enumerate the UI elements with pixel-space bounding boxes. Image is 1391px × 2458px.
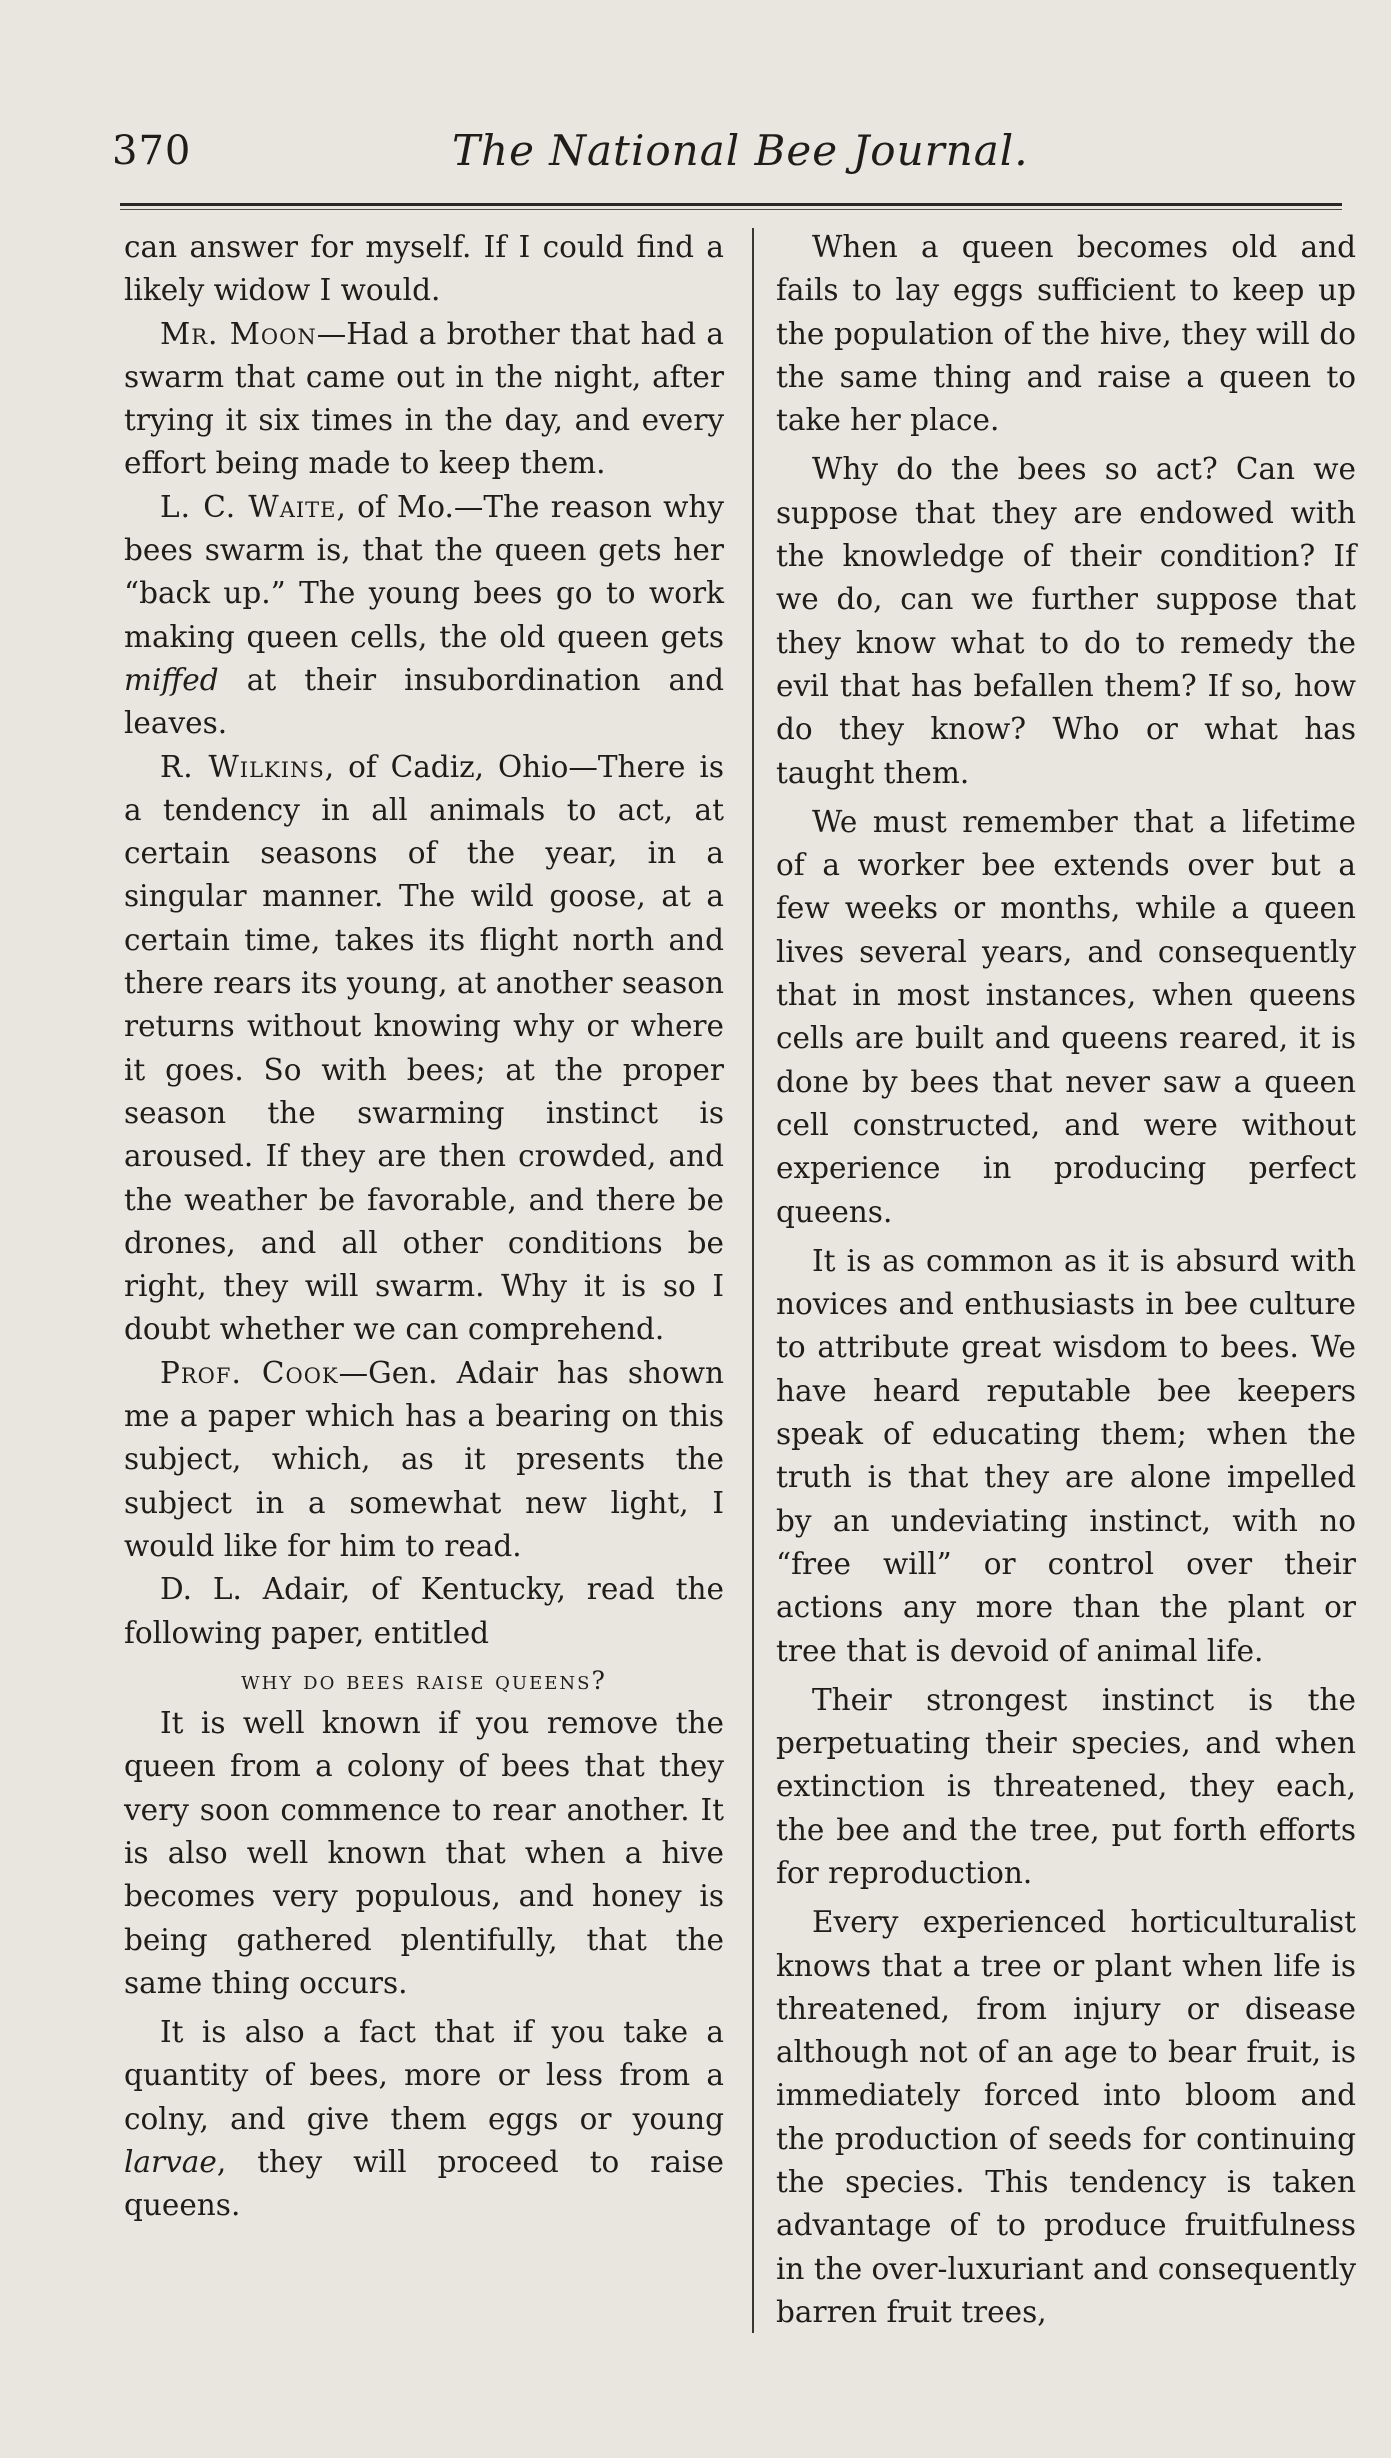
paragraph: can answer for myself. If I could find a likely widow I would. xyxy=(124,230,724,308)
speaker-name: R. Wilkins xyxy=(160,749,325,784)
paragraph: We must remember that a lifetime of a worker bee extends over but a few weeks or months, while a queen lives several years, and consequently that in most instances, when queens cells are built and queens reared, it is done by bees that never saw a queen cell constructed, and were without experience in producing perfect queens. xyxy=(776,804,1356,1229)
page-number: 370 xyxy=(112,128,192,174)
paragraph-waite: L. C. Waite, of Mo.—The reason why bees swarm is, that the queen gets her “back up.” The young bees go to work making queen cells, the old queen gets miffed at their insubordination and leaves. xyxy=(124,489,724,741)
column-divider xyxy=(752,228,754,2333)
paper-title: why do bees raise queens? xyxy=(241,1665,607,1695)
paragraph-wilkins: R. Wilkins, of Cadiz, Ohio—There is a tendency in all animals to act, at certain seasons of the year, in a singular manner. The wild goose, at a certain time, takes its flight north and there rears its young, at another season returns without knowing why or where it goes. So with bees; at the proper season the swarming instinct is aroused. If they are then crowded, and the weather be favorable, and there be drones, and all other conditions be right, they will swarm. Why it is so I doubt whether we can comprehend. xyxy=(124,749,724,1347)
speaker-name: L. C. Waite xyxy=(160,489,337,524)
paragraph-moon: Mr. Moon—Had a brother that had a swarm that came out in the night, after trying it six times in the day, and every effort being made to keep them. xyxy=(124,316,725,481)
right-column xyxy=(776,226,1356,2334)
journal-title: The National Bee Journal. xyxy=(452,126,1029,175)
header-rule xyxy=(120,203,1342,206)
header-rule-thin xyxy=(120,209,1342,210)
paragraph-cook: Prof. Cook—Gen. Adair has shown me a paper which has a bearing on this subject, which, as it presents the subject in a somewhat new light, I would like for him to read. xyxy=(124,1355,724,1563)
paragraph: It is also a fact that if you take a quantity of bees, more or less from a colny, and give them eggs or young larvae, they will proceed to raise queens. xyxy=(124,2015,724,2223)
speaker-name: Prof. Cook xyxy=(160,1355,339,1390)
paragraph: Why do the bees so act? Can we suppose that they are endowed with the knowledge of their condition? If we do, can we further suppose that they know what to do to remedy the evil that has befallen them? If so, how do they know? Who or what has taught them. xyxy=(776,452,1356,790)
paragraph: It is as common as it is absurd with novices and enthusiasts in bee culture to attribute great wisdom to bees. We have heard reputable bee keepers speak of educating them; when the truth is that they are alone impelled by an undeviating instinct, with no “free will” or control over their actions any more than the plant or tree that is devoid of animal life. xyxy=(776,1243,1356,1668)
paragraph: It is well known if you remove the queen from a colony of bees that they very soon commence to rear another. It is also well known that when a hive becomes very populous, and honey is being gathered plentifully, that the same thing occurs. xyxy=(124,1706,724,2000)
paragraph-adair: D. L. Adair, of Kentucky, read the following paper, entitled xyxy=(124,1572,724,1650)
paragraph: Every experienced horticulturalist knows that a tree or plant when life is threatened, from injury or disease although not of an age to bear fruit, is immediately forced into bloom and the production of seeds for continuing the species. This tendency is taken advantage of to produce fruitfulness in the over-luxuriant and consequently barren fruit trees, xyxy=(776,1905,1356,2329)
left-column xyxy=(124,226,724,2228)
page-header xyxy=(112,128,1342,188)
paragraph: When a queen becomes old and fails to lay eggs sufficient to keep up the population of the hive, they will do the same thing and raise a queen to take her place. xyxy=(776,230,1356,438)
speaker-name: Mr. Moon xyxy=(160,316,317,351)
paragraph: Their strongest instinct is the perpetuating their species, and when extinction is threatened, they each, the bee and the tree, put forth efforts for reproduction. xyxy=(776,1682,1356,1890)
